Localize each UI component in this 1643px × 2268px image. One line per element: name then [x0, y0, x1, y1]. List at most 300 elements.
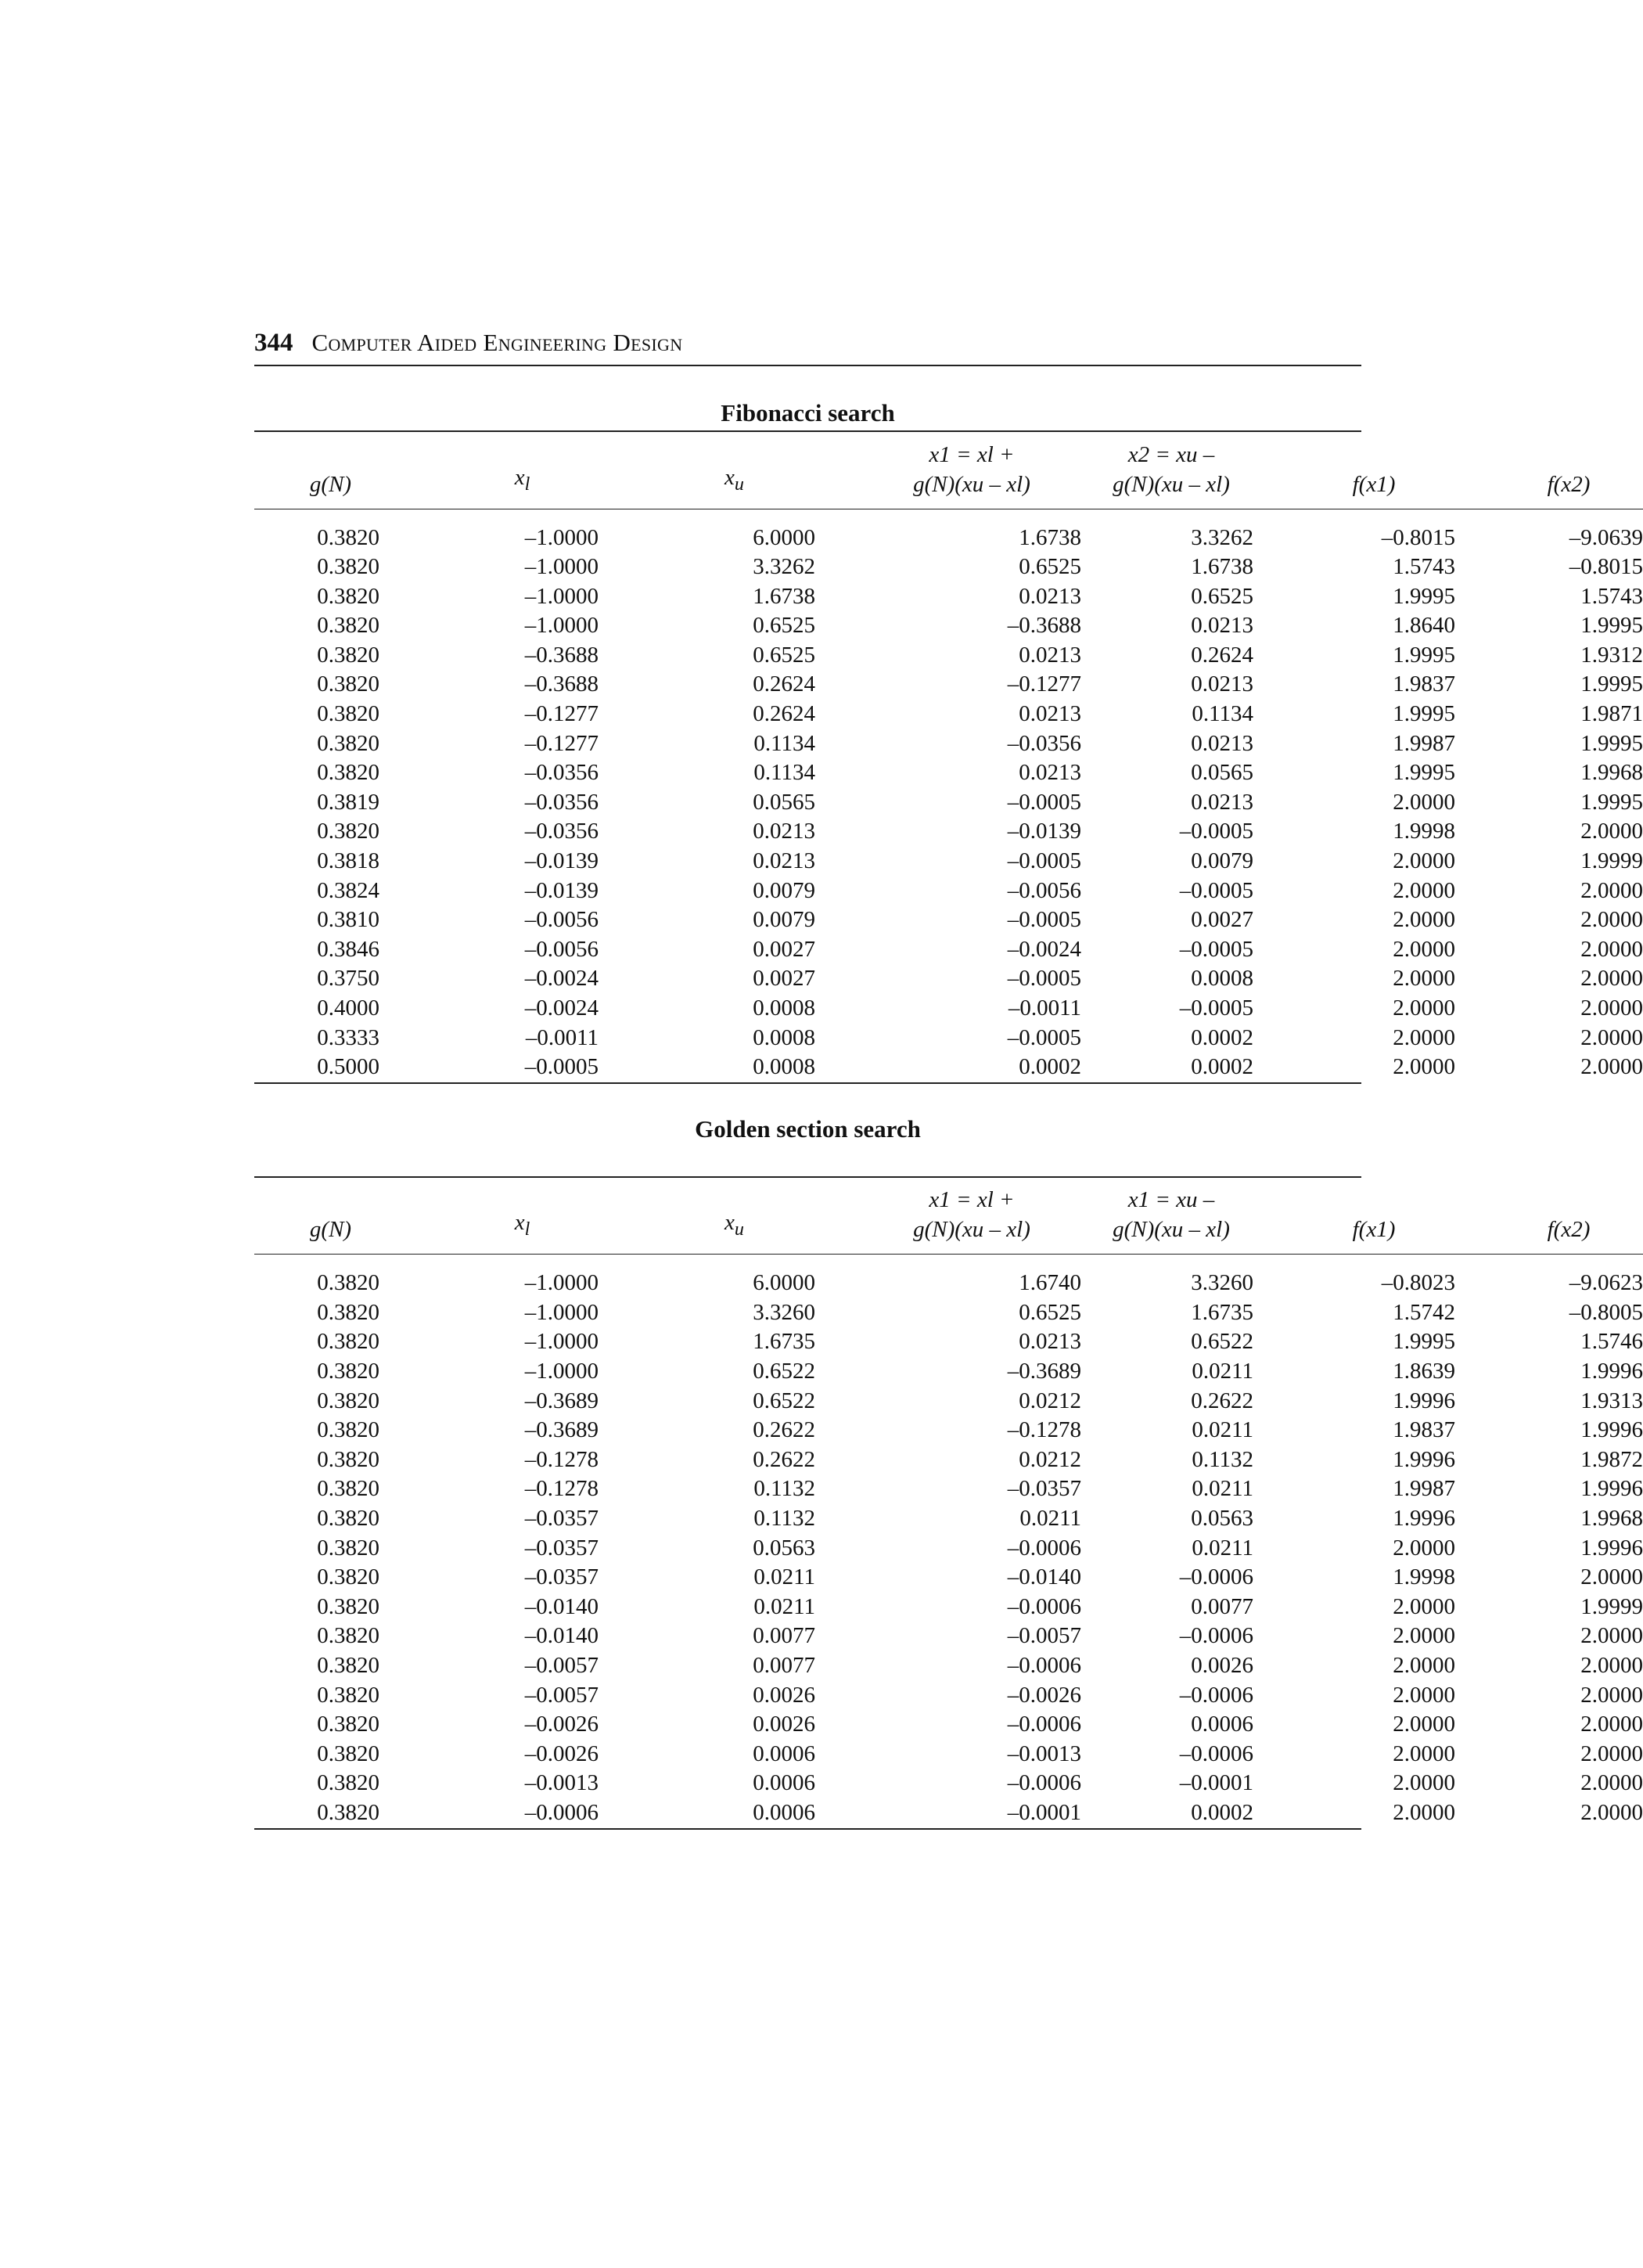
table-cell: 0.3820 [317, 671, 379, 697]
table-cell: 0.0212 [1019, 1446, 1081, 1472]
table-cell: 0.0079 [753, 877, 815, 903]
table-cell: 2.0000 [1393, 936, 1455, 962]
table-cell: 0.6525 [1191, 583, 1253, 609]
table-cell: 1.9995 [1393, 760, 1455, 786]
table-cell: 2.0000 [1580, 1564, 1643, 1590]
table-cell: –0.0005 [1007, 848, 1081, 874]
table-cell: 2.0000 [1393, 1799, 1455, 1825]
table-cell: –9.0623 [1569, 1270, 1643, 1296]
header-body-rule [254, 509, 1643, 524]
table-cell: 0.0008 [1191, 966, 1253, 992]
table-cell: 1.5746 [1580, 1329, 1643, 1355]
table-row [254, 1534, 1643, 1564]
table-cell: 0.3810 [317, 907, 379, 933]
table-cell: 0.0213 [1191, 730, 1253, 756]
table-cell: 2.0000 [1393, 1682, 1455, 1708]
table-row [254, 994, 1643, 1024]
table-cell: 0.3820 [317, 1653, 379, 1678]
table-cell: 0.0565 [753, 789, 815, 815]
table-cell: 1.9996 [1580, 1359, 1643, 1384]
table-cell: 2.0000 [1580, 1682, 1643, 1708]
table-cell: 2.0000 [1393, 1712, 1455, 1737]
table-row [254, 788, 1643, 818]
table-cell: –0.1277 [1007, 671, 1081, 697]
table-cell: 1.8639 [1393, 1359, 1455, 1384]
table-cell: 2.0000 [1580, 995, 1643, 1021]
table-cell: 1.5743 [1393, 554, 1455, 580]
fibonacci-header-row [254, 432, 1643, 509]
table-cell: –0.0139 [524, 848, 599, 874]
table-cell: 2.0000 [1580, 1770, 1643, 1796]
table-row [254, 1740, 1643, 1769]
table-cell: 1.8640 [1393, 613, 1455, 639]
table-cell: –0.0006 [1007, 1712, 1081, 1737]
table-cell: –0.3689 [1007, 1359, 1081, 1384]
table-cell: –0.1278 [524, 1446, 599, 1472]
table-cell: 1.9313 [1580, 1388, 1643, 1413]
table-cell: 2.0000 [1393, 1593, 1455, 1619]
table-cell: 0.4000 [317, 995, 379, 1021]
table-cell: 0.6525 [1019, 1299, 1081, 1325]
table-cell: –0.0006 [1179, 1682, 1253, 1708]
table-cell: 0.0008 [753, 1024, 815, 1050]
header-rule [254, 365, 1361, 366]
golden-header-row [254, 1178, 1643, 1255]
table-cell: 0.3820 [317, 1799, 379, 1825]
col-header-xl [379, 432, 599, 509]
table-cell: –0.0005 [1007, 789, 1081, 815]
table-cell: 2.0000 [1580, 1712, 1643, 1737]
table-cell: 0.0006 [753, 1770, 815, 1796]
table-cell: –0.0005 [1007, 907, 1081, 933]
table-cell: 0.0026 [1191, 1653, 1253, 1678]
table-cell: –0.0056 [524, 907, 599, 933]
col-header-xu-sub: u [734, 1219, 744, 1240]
table-cell: –0.0356 [524, 819, 599, 844]
table-cell: 0.3820 [317, 1506, 379, 1532]
table-cell: 0.3820 [317, 1623, 379, 1649]
col-header-fx2: f(x2) [1547, 471, 1591, 497]
table-cell: 1.9996 [1393, 1506, 1455, 1532]
table-cell: –0.8023 [1381, 1270, 1455, 1296]
table-cell: 0.0213 [753, 819, 815, 844]
col-header-x1-line1: x1 = xl + [929, 441, 1015, 467]
col-header-gN: g(N) [309, 471, 352, 497]
table-cell: 0.0027 [1191, 907, 1253, 933]
table-cell: –1.0000 [524, 554, 599, 580]
table-cell: 1.9987 [1393, 730, 1455, 756]
table-cell: 0.0213 [1019, 583, 1081, 609]
table-cell: 2.0000 [1393, 1741, 1455, 1766]
table-cell: 0.0077 [753, 1653, 815, 1678]
col-header-x1-line2: g(N)(xu – xl) [913, 471, 1030, 497]
running-title: Computer Aided Engineering Design [311, 329, 683, 356]
table-cell: 0.3820 [317, 1712, 379, 1737]
table-cell: 1.9995 [1580, 671, 1643, 697]
table-row [254, 1710, 1643, 1740]
table-cell: 0.0027 [753, 936, 815, 962]
col-header-x2 [1081, 1178, 1253, 1255]
table-cell: 1.9995 [1393, 583, 1455, 609]
header-body-rule-cell [254, 509, 1643, 524]
table-cell: 0.0563 [753, 1535, 815, 1561]
table-cell: 1.9998 [1393, 1564, 1455, 1590]
table-cell: –1.0000 [524, 1329, 599, 1355]
table-cell: 1.9995 [1580, 789, 1643, 815]
table-cell: 1.9837 [1393, 1417, 1455, 1443]
table-cell: 1.9995 [1580, 613, 1643, 639]
table-cell: 0.0027 [753, 966, 815, 992]
table-cell: 1.9996 [1580, 1535, 1643, 1561]
col-header-x2 [1081, 432, 1253, 509]
col-header-fx1: f(x1) [1352, 1217, 1396, 1243]
col-header-x1 [815, 432, 1081, 509]
table-cell: 0.3820 [317, 1476, 379, 1502]
col-header-x1-line1: x1 = xl + [929, 1187, 1015, 1213]
table-cell: 0.3820 [317, 1535, 379, 1561]
table-cell: 0.0213 [1191, 671, 1253, 697]
table-cell: 0.3819 [317, 789, 379, 815]
table-cell: 0.3820 [317, 1564, 379, 1590]
table-cell: 1.9995 [1580, 730, 1643, 756]
fibonacci-rows [254, 509, 1643, 1082]
table-cell: –0.0356 [524, 760, 599, 786]
table-cell: 1.9996 [1393, 1446, 1455, 1472]
col-header-x2-line1: x1 = xu – [1127, 1187, 1215, 1213]
table-cell: 0.3820 [317, 760, 379, 786]
table-cell: 0.6522 [753, 1388, 815, 1413]
table-cell: 0.3820 [317, 730, 379, 756]
table-cell: 0.3820 [317, 583, 379, 609]
fibonacci-bottom-rule [254, 1082, 1361, 1084]
header-body-rule [254, 1255, 1643, 1269]
table-cell: 2.0000 [1393, 1770, 1455, 1796]
table-cell: 0.3820 [317, 1446, 379, 1472]
table-cell: 0.6525 [753, 613, 815, 639]
table-cell: 1.6738 [753, 583, 815, 609]
table-cell: –0.0357 [524, 1535, 599, 1561]
table-cell: 3.3262 [1191, 524, 1253, 550]
table-cell: –0.0005 [1179, 877, 1253, 903]
table-row [254, 1563, 1643, 1593]
table-cell: –1.0000 [524, 1270, 599, 1296]
table-cell: 0.3820 [317, 554, 379, 580]
table-cell: –0.0006 [1007, 1535, 1081, 1561]
table-cell: –0.0006 [1179, 1741, 1253, 1766]
table-cell: 0.3820 [317, 1270, 379, 1296]
table-cell: 0.3820 [317, 1299, 379, 1325]
table-cell: –0.0024 [524, 966, 599, 992]
table-cell: 0.0026 [753, 1682, 815, 1708]
table-cell: –0.0356 [1007, 730, 1081, 756]
col-header-x2-line2: g(N)(xu – xl) [1113, 1217, 1230, 1243]
table-cell: 2.0000 [1393, 966, 1455, 992]
table-cell: –1.0000 [524, 613, 599, 639]
col-header-gN: g(N) [309, 1217, 352, 1243]
table-cell: –0.3688 [524, 642, 599, 668]
table-cell: 0.0008 [753, 1054, 815, 1080]
table-cell: 2.0000 [1393, 1024, 1455, 1050]
table-cell: –0.0356 [524, 789, 599, 815]
table-cell: 0.3820 [317, 1593, 379, 1619]
table-cell: 2.0000 [1393, 1535, 1455, 1561]
col-header-xu [599, 432, 815, 509]
table-cell: 0.0212 [1019, 1388, 1081, 1413]
table-cell: –0.0140 [524, 1593, 599, 1619]
table-cell: –0.0013 [1007, 1741, 1081, 1766]
table-cell: –9.0639 [1569, 524, 1643, 550]
table-cell: 1.9968 [1580, 1506, 1643, 1532]
table-cell: 2.0000 [1393, 907, 1455, 933]
table-cell: 0.0563 [1191, 1506, 1253, 1532]
table-cell: 0.0211 [1019, 1506, 1081, 1532]
table-cell: 1.9995 [1393, 701, 1455, 727]
table-row [254, 877, 1643, 906]
table-cell: 0.0211 [1192, 1476, 1253, 1502]
table-cell: 1.9996 [1393, 1388, 1455, 1413]
table-row [254, 1269, 1643, 1298]
table-cell: 0.2622 [753, 1417, 815, 1443]
table-cell: 0.3820 [317, 1329, 379, 1355]
table-cell: 0.0002 [1191, 1799, 1253, 1825]
table-cell: 0.1134 [753, 760, 815, 786]
col-header-xl [379, 1178, 599, 1255]
table-cell: 3.3260 [1191, 1270, 1253, 1296]
table-cell: 0.1134 [753, 730, 815, 756]
golden-bottom-rule [254, 1828, 1361, 1830]
table-row [254, 1769, 1643, 1798]
table-cell: 1.9312 [1580, 642, 1643, 668]
table-cell: 0.3820 [317, 819, 379, 844]
table-cell: 2.0000 [1393, 877, 1455, 903]
col-header-x1 [815, 1178, 1081, 1255]
header-body-rule-cell [254, 1255, 1643, 1269]
table-row [254, 1416, 1643, 1445]
table-row [254, 905, 1643, 935]
table-cell: 0.1132 [753, 1506, 815, 1532]
golden-table [254, 1178, 1643, 1828]
table-cell: –0.0005 [1007, 966, 1081, 992]
table-cell: –0.0056 [524, 936, 599, 962]
table-cell: 2.0000 [1580, 1024, 1643, 1050]
table-cell: –0.0026 [1007, 1682, 1081, 1708]
table-cell: 0.0006 [753, 1741, 815, 1766]
table-cell: 1.5743 [1580, 583, 1643, 609]
table-row [254, 1504, 1643, 1534]
table-cell: 0.3846 [317, 936, 379, 962]
table-cell: 0.2622 [1191, 1388, 1253, 1413]
table-cell: 0.3820 [317, 1417, 379, 1443]
table-cell: –0.0006 [1007, 1593, 1081, 1619]
table-cell: 0.0079 [753, 907, 815, 933]
table-cell: –0.0026 [524, 1741, 599, 1766]
table-cell: 2.0000 [1580, 877, 1643, 903]
col-header-fx2: f(x2) [1547, 1217, 1591, 1243]
table-cell: 3.3260 [753, 1299, 815, 1325]
table-cell: –0.0357 [524, 1506, 599, 1532]
table-cell: 0.0026 [753, 1712, 815, 1737]
table-cell: –0.0057 [1007, 1623, 1081, 1649]
col-header-x2-line2: g(N)(xu – xl) [1113, 471, 1230, 497]
table-row [254, 1798, 1643, 1828]
table-cell: –0.0140 [1007, 1564, 1081, 1590]
table-row [254, 964, 1643, 994]
table-row [254, 553, 1643, 582]
table-cell: –0.0006 [1179, 1564, 1253, 1590]
table-row [254, 1445, 1643, 1475]
table-row [254, 1651, 1643, 1681]
table-cell: 2.0000 [1580, 966, 1643, 992]
table-cell: 2.0000 [1580, 819, 1643, 844]
table-cell: 0.3750 [317, 966, 379, 992]
table-cell: –0.0026 [524, 1712, 599, 1737]
table-cell: –0.0005 [1179, 995, 1253, 1021]
table-row [254, 1298, 1643, 1328]
col-header-xl-sub: l [524, 1219, 530, 1240]
table-cell: –0.0056 [1007, 877, 1081, 903]
table-cell: 2.0000 [1580, 1623, 1643, 1649]
table-cell: –0.0057 [524, 1653, 599, 1678]
table-cell: 0.3820 [317, 1682, 379, 1708]
table-cell: 6.0000 [753, 1270, 815, 1296]
table-cell: 0.6522 [1191, 1329, 1253, 1355]
table-cell: –0.0011 [525, 1024, 599, 1050]
fibonacci-table [254, 432, 1643, 1082]
table-row [254, 1474, 1643, 1504]
table-cell: 2.0000 [1393, 789, 1455, 815]
col-header-xu [599, 1178, 815, 1255]
table-row [254, 1387, 1643, 1417]
table-cell: 0.3820 [317, 1359, 379, 1384]
table-cell: –0.1278 [524, 1476, 599, 1502]
table-cell: –0.0013 [524, 1770, 599, 1796]
table-cell: 2.0000 [1580, 1054, 1643, 1080]
table-cell: 3.3262 [753, 554, 815, 580]
table-cell: –0.8015 [1381, 524, 1455, 550]
table-cell: 2.0000 [1580, 1799, 1643, 1825]
table-cell: 2.0000 [1393, 848, 1455, 874]
table-row [254, 1681, 1643, 1711]
table-cell: 0.0211 [1192, 1417, 1253, 1443]
table-cell: –0.8005 [1569, 1299, 1643, 1325]
table-cell: 2.0000 [1393, 1623, 1455, 1649]
table-cell: 0.3820 [317, 613, 379, 639]
table-cell: 0.2624 [753, 671, 815, 697]
fibonacci-table-title: Fibonacci search [721, 399, 895, 427]
table-cell: 0.0006 [1191, 1712, 1253, 1737]
table-cell: 1.9995 [1393, 642, 1455, 668]
col-header-xu-sub: u [734, 473, 744, 495]
table-row [254, 847, 1643, 877]
col-header-x1-line2: g(N)(xu – xl) [913, 1217, 1030, 1243]
table-cell: 2.0000 [1580, 1653, 1643, 1678]
table-cell: 0.0213 [1019, 760, 1081, 786]
table-cell: 1.9998 [1393, 819, 1455, 844]
table-row [254, 670, 1643, 700]
table-cell: 1.5742 [1393, 1299, 1455, 1325]
table-cell: –0.8015 [1569, 554, 1643, 580]
table-cell: 0.0002 [1191, 1054, 1253, 1080]
table-cell: 0.6522 [753, 1359, 815, 1384]
table-cell: 0.3820 [317, 524, 379, 550]
table-cell: –0.0139 [1007, 819, 1081, 844]
table-cell: 0.0213 [1191, 613, 1253, 639]
table-cell: 1.6735 [753, 1329, 815, 1355]
table-cell: –0.1278 [1007, 1417, 1081, 1443]
table-cell: 0.0213 [1191, 789, 1253, 815]
table-cell: 0.3820 [317, 1741, 379, 1766]
table-cell: 2.0000 [1393, 995, 1455, 1021]
table-row [254, 524, 1643, 553]
table-cell: –0.0006 [1007, 1770, 1081, 1796]
table-cell: 1.9968 [1580, 760, 1643, 786]
table-cell: –0.0001 [1007, 1799, 1081, 1825]
table-row [254, 582, 1643, 612]
table-cell: 0.0211 [753, 1564, 815, 1590]
table-row [254, 700, 1643, 729]
table-cell: –0.0139 [524, 877, 599, 903]
golden-rows [254, 1255, 1643, 1828]
table-cell: 0.3820 [317, 1770, 379, 1796]
table-cell: 0.0002 [1019, 1054, 1081, 1080]
table-cell: 0.3333 [317, 1024, 379, 1050]
table-cell: 0.6525 [1019, 554, 1081, 580]
table-cell: –0.0057 [524, 1682, 599, 1708]
table-row [254, 1357, 1643, 1387]
table-cell: 2.0000 [1580, 936, 1643, 962]
col-header-xl-base: x [514, 1210, 525, 1236]
table-row [254, 641, 1643, 671]
running-head [254, 329, 1361, 363]
book-page [254, 329, 1643, 1830]
table-cell: 1.9999 [1580, 848, 1643, 874]
table-cell: –0.0024 [1007, 936, 1081, 962]
table-cell: –0.0357 [524, 1564, 599, 1590]
table-cell: 2.0000 [1393, 1653, 1455, 1678]
table-cell: 0.3820 [317, 1388, 379, 1413]
table-cell: –0.0140 [524, 1623, 599, 1649]
table-cell: 1.9999 [1580, 1593, 1643, 1619]
table-cell: 0.0213 [1019, 642, 1081, 668]
table-cell: 6.0000 [753, 524, 815, 550]
table-cell: –0.0005 [1179, 936, 1253, 962]
table-cell: 1.6735 [1191, 1299, 1253, 1325]
table-row [254, 611, 1643, 641]
col-header-fx1: f(x1) [1352, 471, 1396, 497]
table-row [254, 1053, 1643, 1082]
table-cell: 0.0077 [753, 1623, 815, 1649]
table-cell: 0.0077 [1191, 1593, 1253, 1619]
table-cell: –0.0006 [524, 1799, 599, 1825]
table-cell: 0.1134 [1192, 701, 1253, 727]
table-cell: –0.3689 [524, 1388, 599, 1413]
table-cell: –0.3689 [524, 1417, 599, 1443]
table-cell: –0.0005 [1007, 1024, 1081, 1050]
table-cell: 1.9995 [1393, 1329, 1455, 1355]
table-cell: 0.3824 [317, 877, 379, 903]
table-cell: 1.9996 [1580, 1476, 1643, 1502]
table-cell: –0.0006 [1179, 1623, 1253, 1649]
col-header-xu-base: x [724, 464, 735, 490]
table-cell: –0.0006 [1007, 1653, 1081, 1678]
table-row [254, 1593, 1643, 1622]
table-cell: 0.0211 [1192, 1359, 1253, 1384]
table-cell: 0.0213 [1019, 701, 1081, 727]
table-cell: –0.0001 [1179, 1770, 1253, 1796]
table-cell: 2.0000 [1393, 1054, 1455, 1080]
table-cell: –0.1277 [524, 730, 599, 756]
table-cell: 0.0211 [1192, 1535, 1253, 1561]
